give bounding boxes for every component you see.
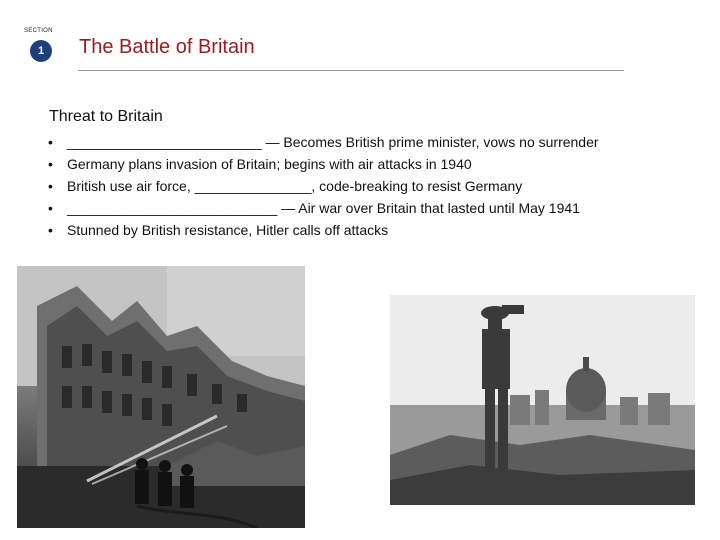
bombed-building-illustration: [17, 266, 305, 528]
bullet-text: ___________________________ — Air war over Britain that lasted until May 1941: [67, 200, 580, 216]
bullet-item: [48, 219, 599, 241]
bullet-text: British use air force, _______________, code-breaking to resist Germany: [67, 178, 523, 194]
bullet-text: Germany plans invasion of Britain; begins with air attacks in 1940: [67, 156, 472, 172]
bullet-dot: •: [48, 222, 53, 238]
bullet-dot: •: [48, 178, 53, 194]
bullet-item: [48, 197, 599, 219]
bullet-item: [48, 131, 599, 153]
bullet-dot: •: [48, 134, 53, 150]
bullet-item: [48, 175, 599, 197]
section-number-badge: 1: [30, 40, 52, 62]
bullet-text: Stunned by British resistance, Hitler calls off attacks: [67, 222, 389, 238]
title-divider: [78, 70, 624, 71]
bullet-item: [48, 153, 599, 175]
slide-title: The Battle of Britain: [79, 36, 255, 58]
rooftop-spotter-photo: [390, 295, 695, 505]
bullet-list: [48, 131, 599, 241]
bullet-text: _________________________ — Becomes British prime minister, vows no surrender: [67, 134, 599, 150]
section-label: SECTION: [24, 28, 53, 34]
rooftop-spotter-illustration: [390, 295, 695, 505]
bombed-building-photo: [17, 266, 305, 528]
bullet-dot: •: [48, 156, 53, 172]
bullet-dot: •: [48, 200, 53, 216]
content-subheading: Threat to Britain: [49, 108, 163, 125]
